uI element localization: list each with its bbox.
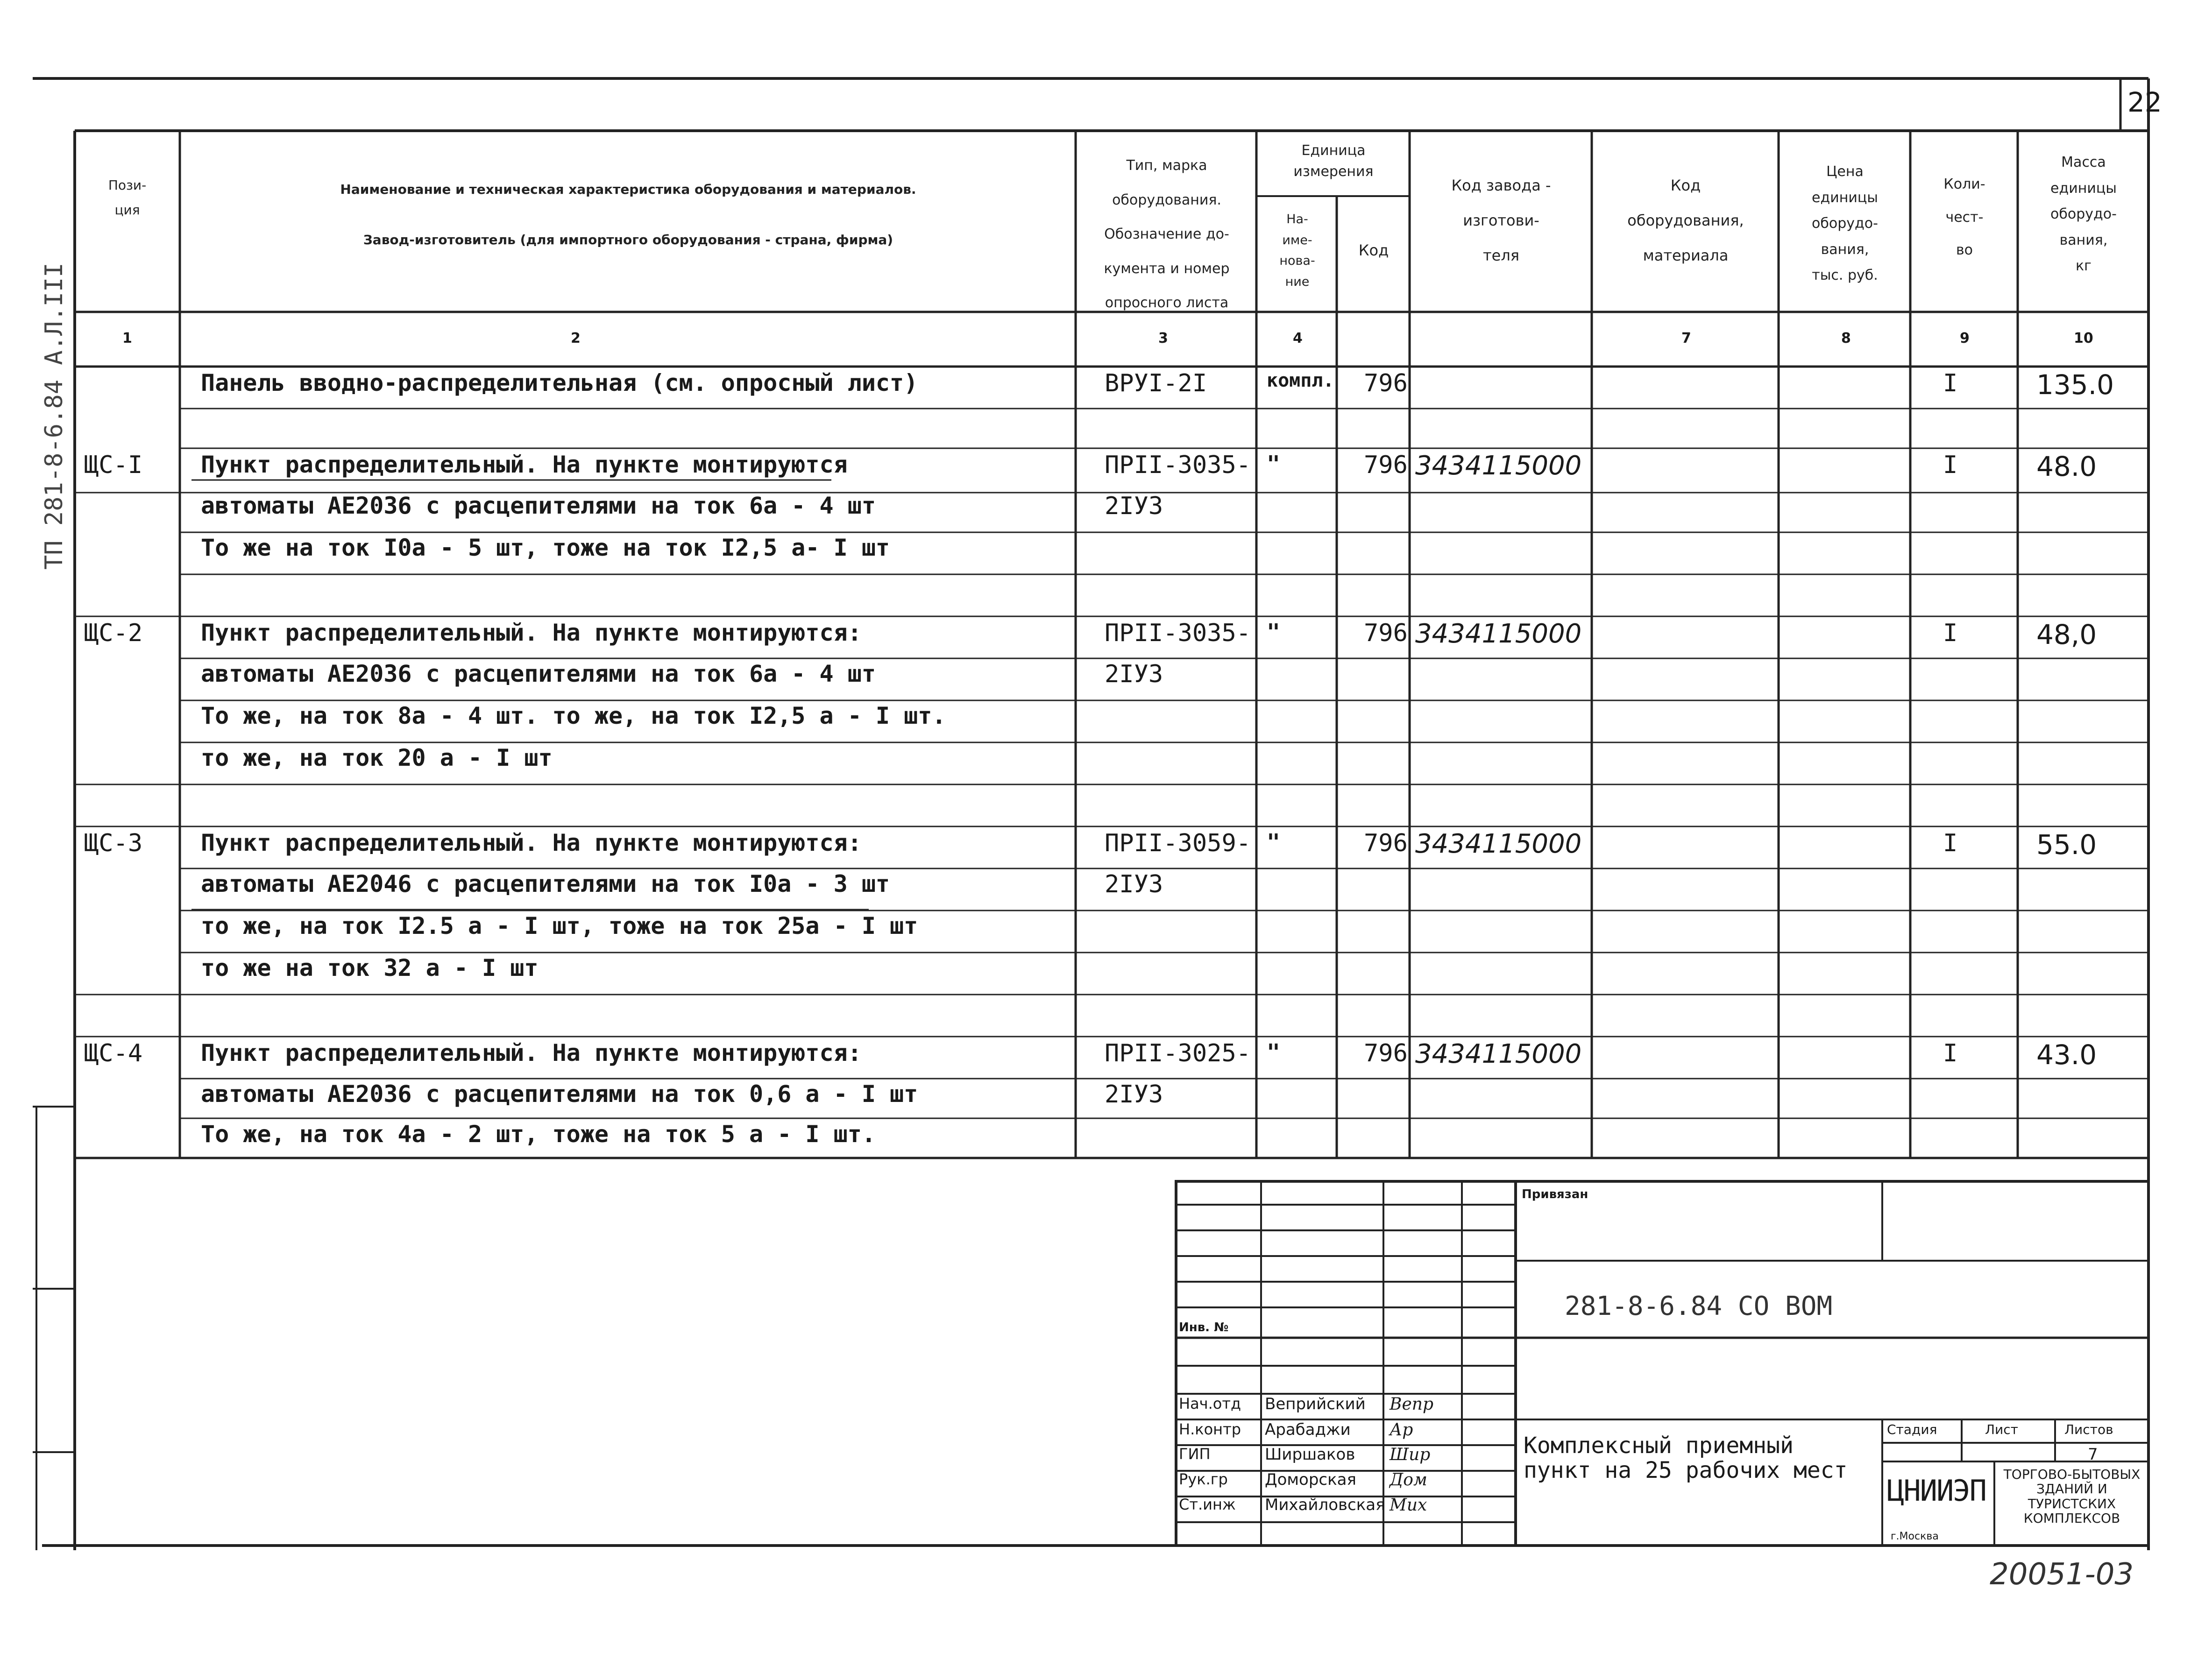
row-unit-code: 796 (1364, 369, 1408, 397)
col-number: 9 (1960, 330, 1970, 346)
person-name: Доморская (1265, 1470, 1356, 1489)
row-position: ЩС-3 (84, 829, 143, 857)
row-description: автоматы АЕ2036 с расцепителями на ток 6а - 4 шт (201, 492, 876, 519)
row-factory-code: 3434115000 (1415, 619, 1582, 649)
row-unit: " (1267, 1039, 1280, 1066)
org-logo: ЦНИИЭП (1887, 1474, 1986, 1508)
header-type: Тип, марка оборудования. Обозначение до- кумента и номер опросного листа (1104, 157, 1230, 311)
row-quantity: I (1943, 369, 1958, 397)
row-description: Пункт распределительный. На пункте монтируются: (201, 1039, 862, 1066)
row-mass: 55.0 (2036, 829, 2097, 861)
row-mass: 43.0 (2036, 1039, 2097, 1071)
header-name: Наименование и техническая характеристика оборудования и материалов. (340, 182, 916, 197)
row-description: Пункт распределительный. На пункте монтируются (201, 451, 848, 478)
person-signature: Вепр (1390, 1395, 1433, 1414)
person-signature: Мих (1390, 1496, 1427, 1515)
page-number: 22 (2127, 86, 2162, 118)
col-number: 3 (1158, 330, 1168, 346)
margin-code: ТП 281-8-6.84 А.Л.III (40, 262, 68, 570)
row-quantity: I (1943, 1039, 1958, 1067)
row-description: Пункт распределительный. На пункте монтируются: (201, 619, 862, 646)
row-position: ЩС-2 (84, 619, 143, 647)
row-type: ПРII-3025- (1105, 1039, 1251, 1067)
person-role: ГИП (1179, 1445, 1211, 1463)
row-description: То же, на ток 8а - 4 шт. то же, на ток I2,5 а - I шт. (201, 702, 946, 729)
col-number: 2 (571, 330, 581, 346)
person-signature: Шир (1390, 1445, 1431, 1464)
person-name: Арабаджи (1265, 1420, 1351, 1439)
col-number: 1 (122, 330, 132, 346)
person-name: Ширшаков (1265, 1445, 1355, 1464)
row-position: ЩС-4 (84, 1039, 143, 1067)
row-type: 2IУЗ (1105, 1080, 1163, 1108)
header-factory-code: Код завода - изготови- теля (1451, 176, 1551, 265)
col-number: 4 (1293, 330, 1303, 346)
row-mass: 135.0 (2036, 369, 2114, 401)
row-mass: 48,0 (2036, 619, 2097, 650)
row-description: автоматы АЕ2036 с расцепителями на ток 0,6 а - I шт (201, 1080, 918, 1108)
row-description: автоматы АЕ2046 с расцепителями на ток I0а - 3 шт (201, 870, 890, 897)
row-description: то же, на ток 20 а - I шт (201, 744, 553, 771)
sheets-value: 7 (2088, 1445, 2098, 1464)
row-factory-code: 3434115000 (1415, 829, 1582, 859)
person-signature: Дом (1390, 1470, 1427, 1490)
row-quantity: I (1943, 829, 1958, 857)
row-unit: " (1267, 829, 1280, 855)
row-unit: " (1267, 451, 1280, 477)
stage-label: Стадия (1887, 1422, 1937, 1437)
person-signature: Ар (1390, 1420, 1413, 1440)
row-unit-code: 796 (1364, 1039, 1408, 1067)
row-description: автоматы АЕ2036 с расцепителями на ток 6а - 4 шт (201, 660, 876, 687)
header-unit-name: На- име- нова- ние (1279, 212, 1315, 289)
row-type: 2IУЗ (1105, 870, 1163, 898)
doc-code: 281-8-6.84 СО ВОМ (1565, 1291, 1833, 1321)
row-factory-code: 3434115000 (1415, 1039, 1582, 1069)
row-type: ПРII-3035- (1105, 619, 1251, 647)
row-unit: компл. (1267, 370, 1334, 391)
inv-label: Инв. № (1179, 1320, 1229, 1334)
footer-number: 20051-03 (1990, 1557, 2134, 1592)
header-position: Пози- ция (108, 177, 147, 218)
header-qty: Коли- чест- во (1943, 176, 1985, 258)
sheet-label: Лист (1985, 1422, 2018, 1437)
person-role: Н.контр (1179, 1420, 1241, 1438)
col-number: 8 (1841, 330, 1851, 346)
org-name: ТОРГОВО-БЫТОВЫХ ЗДАНИЙ И ТУРИСТСКИХ КОМПЛЕКСОВ (2003, 1467, 2141, 1526)
header-unit: Единица измерения (1293, 142, 1374, 180)
row-unit-code: 796 (1364, 829, 1408, 857)
attached-label: Привязан (1522, 1187, 1588, 1201)
header-unit-code: Код (1358, 241, 1389, 259)
row-position: ЩС-I (84, 451, 143, 479)
row-unit-code: 796 (1364, 619, 1408, 647)
project-title: Комплексный приемный пункт на 25 рабочих мест (1524, 1433, 1848, 1483)
row-quantity: I (1943, 619, 1958, 647)
row-description: то же на ток 32 а - I шт (201, 954, 539, 981)
row-type: ВРУI-2I (1105, 369, 1207, 397)
col-number: 10 (2074, 330, 2093, 346)
org-city: г.Москва (1891, 1531, 1939, 1542)
person-name: Михайловская (1265, 1496, 1385, 1514)
row-type: ПРII-3035- (1105, 451, 1251, 479)
row-description: То же на ток I0а - 5 шт, тоже на ток I2,5 а- I шт (201, 534, 890, 561)
row-quantity: I (1943, 451, 1958, 479)
header-mass: Масса единицы оборудо- вания, кг (2050, 154, 2117, 274)
col-number: 7 (1681, 330, 1691, 346)
row-description: то же, на ток I2.5 а - I шт, тоже на ток 25а - I шт (201, 912, 918, 939)
row-description: Панель вводно-распределительная (см. опросный лист) (201, 369, 918, 396)
row-factory-code: 3434115000 (1415, 451, 1582, 481)
header-price: Цена единицы оборудо- вания, тыс. руб. (1812, 163, 1878, 283)
row-description: Пункт распределительный. На пункте монтируются: (201, 829, 862, 856)
row-mass: 48.0 (2036, 451, 2097, 482)
sheets-label: Листов (2064, 1422, 2113, 1437)
person-role: Нач.отд (1179, 1395, 1241, 1412)
row-type: 2IУЗ (1105, 660, 1163, 688)
person-name: Веприйский (1265, 1395, 1366, 1413)
header-name-sub: Завод-изготовитель (для импортного оборудования - страна, фирма) (363, 232, 893, 247)
row-type: ПРII-3059- (1105, 829, 1251, 857)
header-equip-code: Код оборудования, материала (1627, 176, 1744, 265)
person-role: Ст.инж (1179, 1496, 1236, 1513)
row-description: То же, на ток 4а - 2 шт, тоже на ток 5 а - I шт. (201, 1121, 876, 1148)
row-type: 2IУЗ (1105, 492, 1163, 520)
row-unit: " (1267, 619, 1280, 645)
person-role: Рук.гр (1179, 1470, 1228, 1488)
row-unit-code: 796 (1364, 451, 1408, 479)
